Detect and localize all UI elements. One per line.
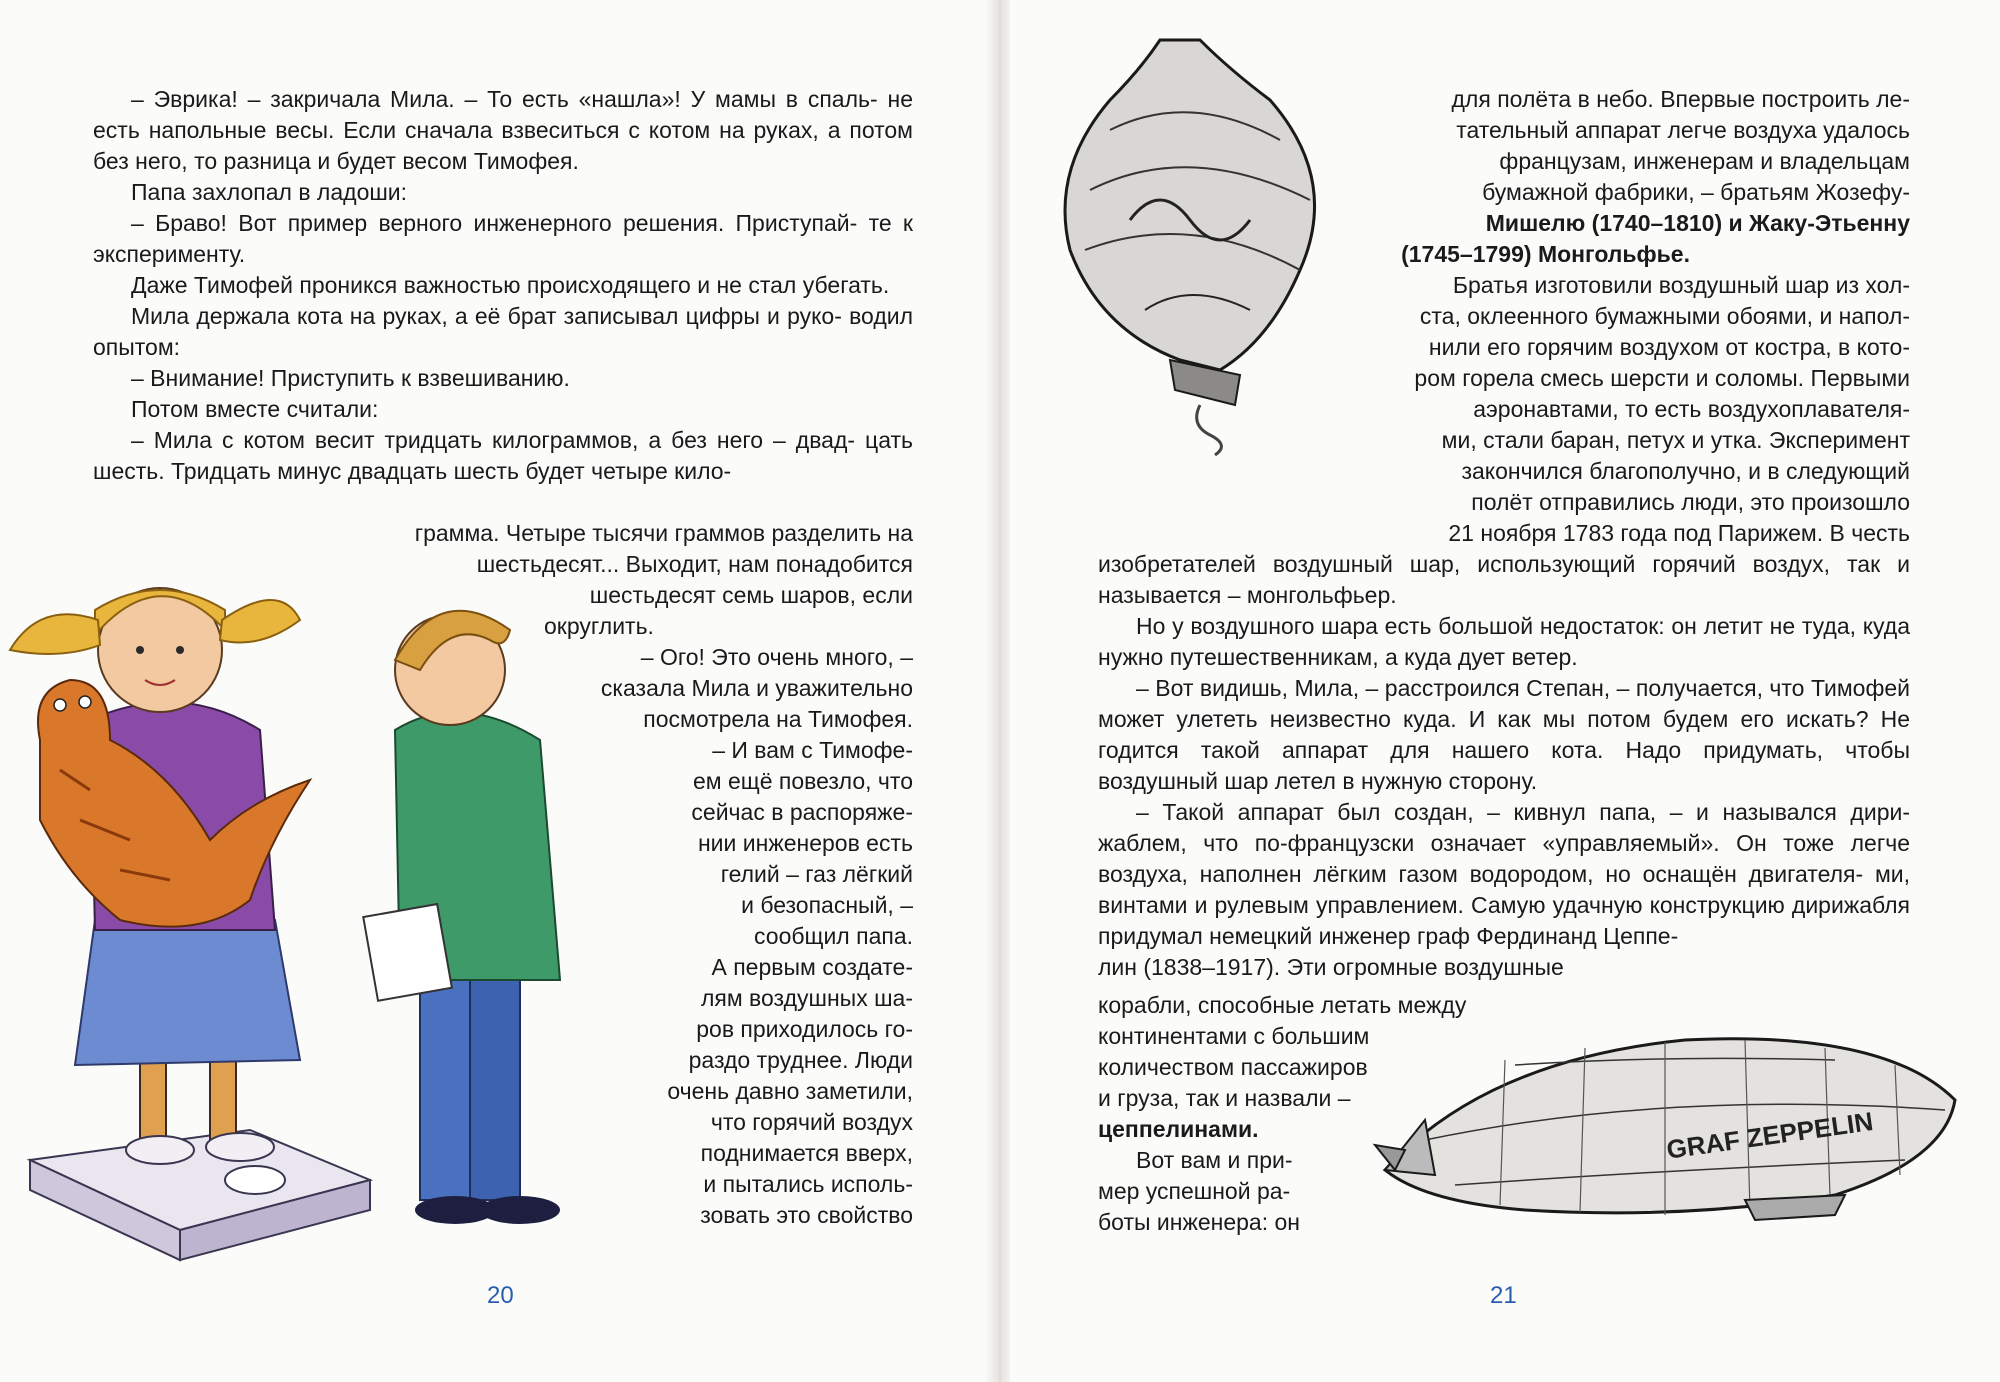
text-line: континентами с большим [1098,1023,1370,1049]
right-page [1010,0,2000,1382]
boy-figure [363,611,560,1224]
text-line: грамма. Четыре тысячи граммов разделить на [414,520,913,546]
text-line: аэронавтами, то есть воздухоплавателя- [1473,396,1910,422]
paragraph: Потом вместе считали: [131,396,379,422]
text-line: сообщил папа. [754,923,913,949]
text-line: округлить. [544,613,654,639]
text-line: для полёта в небо. Впервые построить ле- [1451,86,1910,112]
text-line: Мишелю (1740–1810) и Жаку-Этьенну [1485,210,1910,236]
text-line: Братья изготовили воздушный шар из хол- [1452,272,1910,298]
text-line: французам, инженерам и владельцам [1499,148,1910,174]
paragraph: – Мила с котом весит тридцать килограммов, а без него – двад- цать шесть. Тридцать минус двадцать шесть будет четыре кило- [93,427,914,484]
text-line: Вот вам и при- [1136,1147,1293,1173]
text-line: сейчас в распоряже- [691,799,913,825]
right-main-text [1098,549,1910,983]
paragraph: – Эврика! – закричала Мила. – То есть «нашла»! У мамы в спаль- не есть напольные весы. Если сначала взвеситься с котом на руках, а потом без него, то разница и будет весом Тимофея. [93,86,914,174]
text-line: боты инженера: он [1098,1209,1300,1235]
text-line: ров приходилось го- [696,1016,913,1042]
text-line: нили его горячим воздухом от костра, в кото- [1428,334,1910,360]
text-line: А первым создате- [711,954,913,980]
page-number: 20 [487,1282,514,1309]
zeppelin-label: GRAF ZEPPELIN [1664,1106,1875,1165]
text-line: раздо труднее. Люди [688,1047,913,1073]
text-line: мер успешной ра- [1098,1178,1291,1204]
paragraph: Папа захлопал в ладоши: [131,179,408,205]
text-line: посмотрела на Тимофея. [643,706,913,732]
text-line: зовать это свойство [700,1202,913,1228]
montgolfier-balloon-illustration [1050,30,1350,460]
text-line: закончился благополучно, и в следующий [1461,458,1910,484]
text-line: ром горела смесь шерсти и соломы. Первыми [1414,365,1910,391]
text-line: корабли, способные летать между [1098,992,1467,1018]
paragraph: лин (1838–1917). Эти огромные воздушные [1098,954,1564,980]
text-line: ста, оклеенного бумажными обоями, и напол- [1419,303,1910,329]
paragraph: Даже Тимофей проникся важностью происходящего и не стал убегать. [131,272,890,298]
text-line: ми, стали баран, петух и утка. Эксперимент [1441,427,1910,453]
paragraph: – Внимание! Приступить к взвешиванию. [131,365,570,391]
text-line: гелий – газ лёгкий [720,861,913,887]
zeppelin-illustration [1365,970,1985,1270]
text-line: поднимается вверх, [700,1140,913,1166]
paragraph: изобретателей воздушный шар, использующий горячий воздух, так и называется – монгольфьер. [1098,551,1911,608]
paragraph: – Браво! Вот пример верного инженерного решения. Приступай- те к эксперименту. [93,210,913,267]
text-line: цеппелинами. [1098,1116,1259,1142]
text-line: и безопасный, – [741,892,913,918]
text-line: сказала Мила и уважительно [600,675,913,701]
text-line: полёт отправились люди, это произошло [1471,489,1910,515]
left-page [0,0,990,1382]
text-line: нии инженеров есть [697,830,913,856]
paragraph: Мила держала кота на руках, а её брат записывал цифры и руко- водил опытом: [93,303,914,360]
text-line: и пытались исполь- [703,1171,913,1197]
text-line: (1745–1799) Монгольфье. [1401,241,1690,267]
paragraph: – Вот видишь, Мила, – расстроился Степан, – получается, что Тимофей может улететь неизвестно куда. И как мы потом будем его искать? Не годится такой аппарат для нашего кота. Надо придумать, чтобы воздушный шар летел в нужную сторону. [1098,675,1911,794]
text-line: количеством пассажиров [1098,1054,1368,1080]
text-line: 21 ноября 1783 года под Парижем. В честь [1448,520,1910,546]
paragraph: Но у воздушного шара есть большой недостаток: он летит не туда, куда нужно путешественникам, а куда дует ветер. [1098,613,1910,670]
text-line: ем ещё повезло, что [693,768,913,794]
text-line: – Ого! Это очень много, – [640,644,913,670]
text-line: шестьдесят семь шаров, если [589,582,913,608]
bathroom-scale [30,1130,370,1260]
children-weighing-cat-illustration [0,540,620,1270]
text-line: и груза, так и назвали – [1098,1085,1351,1111]
paragraph: – Такой аппарат был создан, – кивнул папа, – и назывался дири- жаблем, что по-французски означает «управляемый». Он тоже легче воздуха, наполнен лёгким газом водородом, но оснащён двигателя- ми, винтами и рулевым управлением. Самую удачную конструкцию дирижабля придумал немецкий инженер граф Фердинанд Цеппе- [1098,799,1911,949]
text-line: тательный аппарат легче воздуха удалось [1456,117,1910,143]
text-line: шестьдесят... Выходит, нам понадобится [476,551,913,577]
text-line: что горячий воздух [710,1109,913,1135]
text-line: – И вам с Тимофе- [712,737,913,763]
left-top-text [93,84,913,487]
page-number: 21 [1490,1282,1517,1309]
text-line: бумажной фабрики, – братьям Жозефу- [1482,179,1910,205]
text-line: очень давно заметили, [667,1078,913,1104]
text-line: лям воздушных ша- [700,985,913,1011]
